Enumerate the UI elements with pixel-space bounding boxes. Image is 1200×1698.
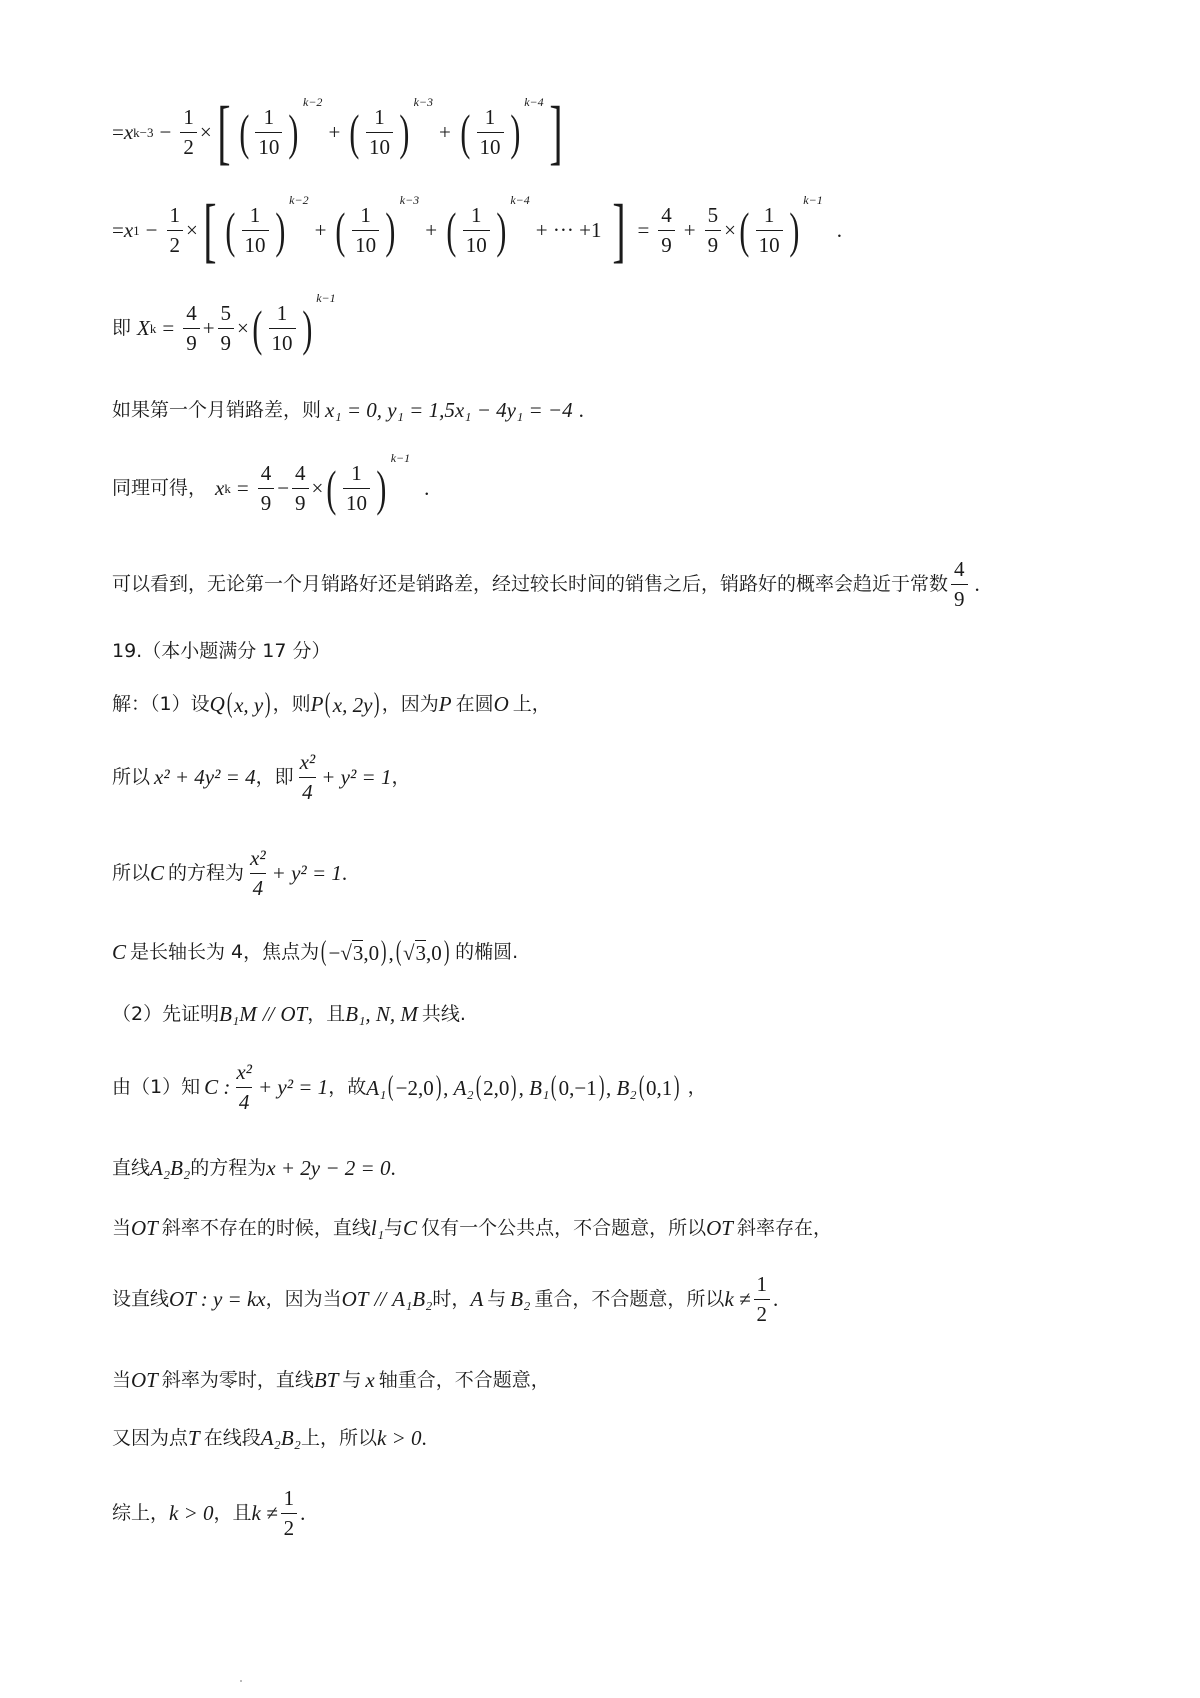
part-2-claim: （2）先证明 B₁M // OT ，且 B₁, N, M 共线. — [112, 1001, 466, 1026]
equation-of-C: 所以 C 的方程为 $\frac{\text{x²}}{4}$ + y² = 1 . — [112, 845, 348, 900]
power-term-1: ( $\frac{1}{10}$ ) k−2 — [239, 95, 323, 160]
line-A2B2-equation: 直线 A₂B₂ 的方程为 x + 2y − 2 = 0 . — [112, 1155, 396, 1180]
ellipse-derivation: 所以 x² + 4y² = 4 ，即 $\frac{\text{x²}}{4}$ + y² = 1 ， — [112, 749, 411, 804]
power-term-2: ( $\frac{1}{10}$ ) k−3 — [349, 95, 434, 160]
problem-19-heading: 19.（本小题满分 17 分） — [112, 639, 331, 662]
power-term-3: ( $\frac{1}{10}$ ) k−4 — [460, 95, 544, 160]
similar-result: 同理可得， x k = $\frac{4}{9}$ − $\frac{4}{9}$ × ( $\frac{1}{10}$ ) k−1 . — [112, 451, 430, 516]
equation-line-2: = x 1 − $\frac{1}{2}$ × [ ( $\frac{1}{10}$ ) k−2 + ( $\frac{1}{10}$ ) k−3 + ( $\frac{1}{10}$ ) k−4 + ··· +1 ] = $\frac{4}{9}$ + $\frac{5}{9}$ × ( $\frac{1}{10}$ ) k−1 . — [112, 190, 842, 270]
zero-slope-case: 当 OT 斜率为零时，直线 BT 与 x 轴重合，不合题意， — [112, 1367, 550, 1392]
point-T-on-segment: 又因为点 T 在线段 A₂B₂ 上，所以 k > 0 . — [112, 1425, 427, 1450]
conclusion-probability: 可以看到，无论第一个月销路好还是销路差，经过较长时间的销售之后，销路好的概率会趋近于常数 $\frac{4}{9}$ . — [112, 556, 980, 611]
ellipse-description: C 是长轴长为 4，焦点为 (−√3,0),(√3,0) 的椭圆. — [112, 936, 519, 967]
slope-existence: 当 OT 斜率不存在的时候，直线 l₁ 与 C 仅有一个公共点，不合题意，所以 OT 斜率存在， — [112, 1215, 832, 1240]
result-xk: 即 X k = $\frac{4}{9}$ + $\frac{5}{9}$ × ( $\frac{1}{10}$ ) k−1 — [112, 291, 336, 356]
page-speck — [240, 1680, 242, 1682]
solution-part-1-intro: 解：（1）设 Q (x, y) ，则 P (x, 2y) ，因为 P 在圆 O 上， — [112, 688, 551, 719]
equation-line-1: = x k−3 − $\frac{1}{2}$ × [ ( $\frac{1}{10}$ ) k−2 + ( $\frac{1}{10}$ ) k−3 + ( $\frac{1}{10}$ ) k−4 ] — [112, 92, 563, 172]
bad-sales-case: 如果第一个月销路差，则 x₁ = 0, y₁ = 1,5x₁ − 4y₁ = −4 . — [112, 397, 584, 422]
vertices-of-C: 由（1）知 C : $\frac{\text{x²}}{4}$ + y² = 1 ，故 A₁(−2,0), A₂(2,0), B₁(0,−1), B₂(0,1) ， — [112, 1059, 707, 1114]
set-line-OT: 设直线 OT : y = kx ，因为当 OT // A₁B₂ 时， A 与 B₂ 重合，不合题意，所以 k ≠ $\frac{1}{2}$ . — [112, 1271, 779, 1326]
fraction-half: $\frac{1}{2}$ — [180, 107, 197, 158]
summary-k-range: 综上， k > 0 ，且 k ≠ $\frac{1}{2}$ . — [112, 1485, 306, 1540]
